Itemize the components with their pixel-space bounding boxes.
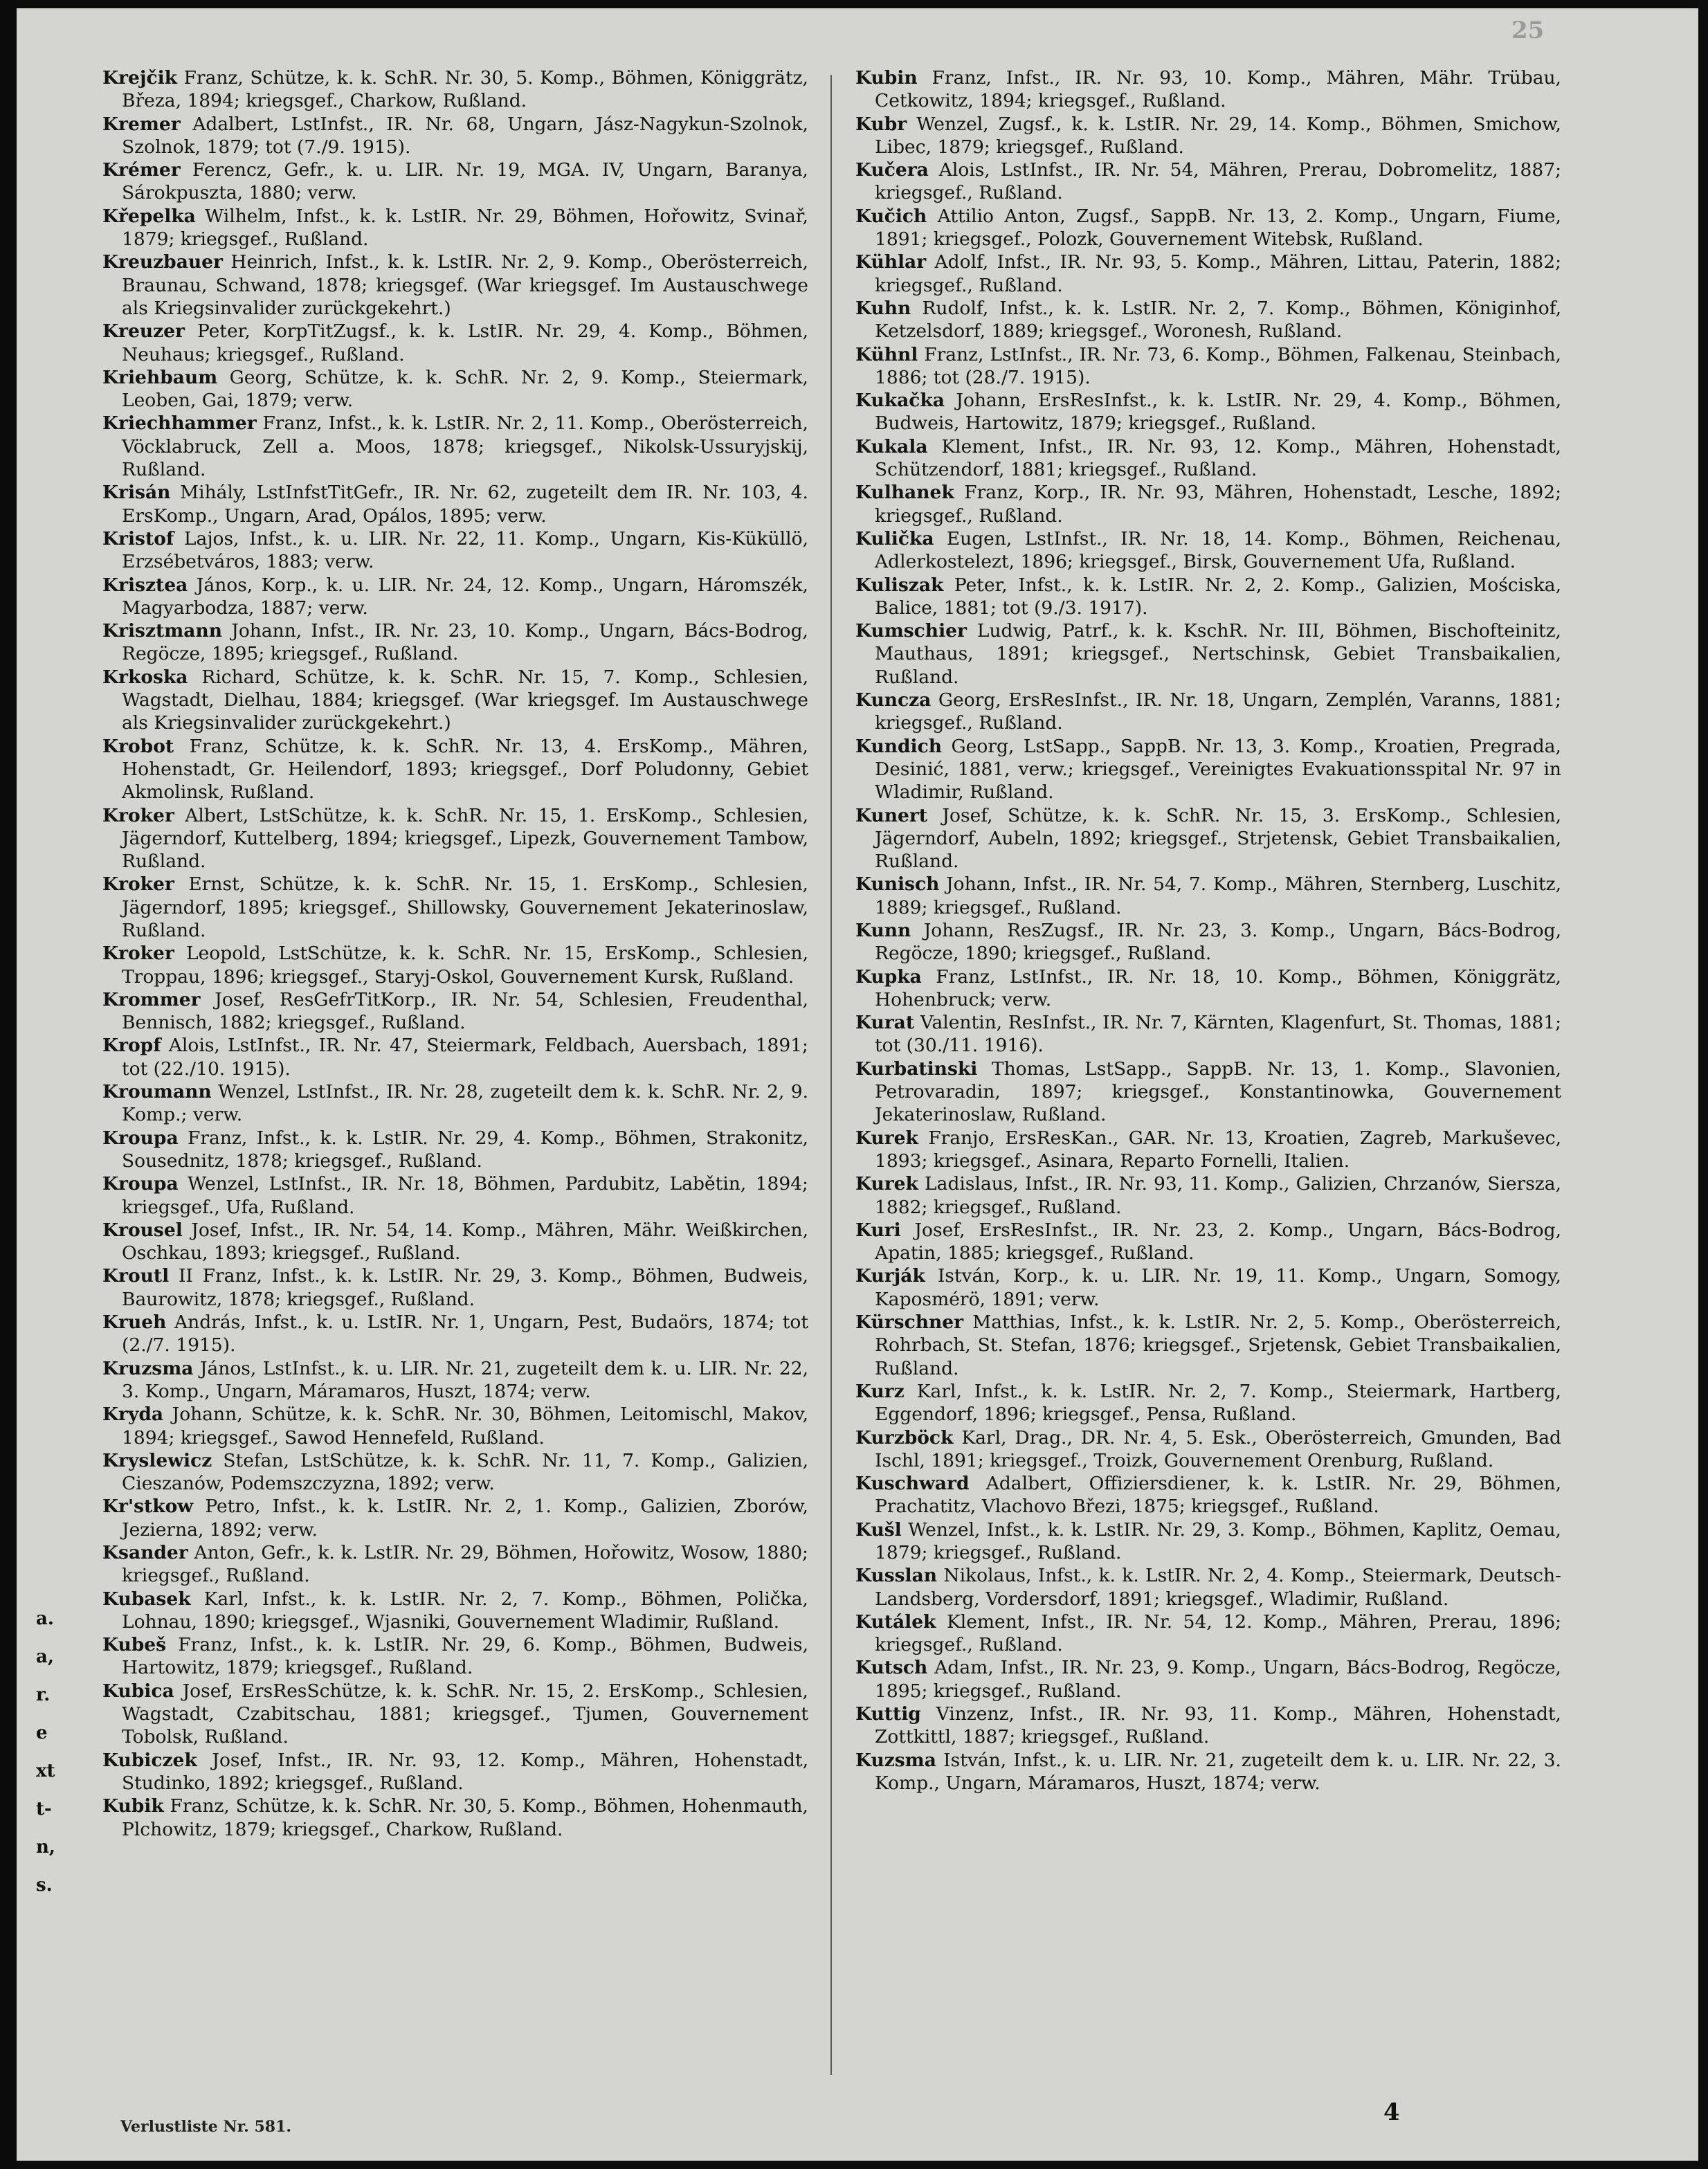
entry-details: Richard, Schütze, k. k. SchR. Nr. 15, 7. Komp., Schlesien, Wagstadt, Dielhau, 1884; kriegsgef. (War kriegsgef. Im Austauschwege als Kriegsinvalider zurückgekehrt.) (122, 666, 808, 734)
list-entry (855, 389, 1561, 435)
entry-surname: Kunisch (855, 873, 940, 896)
entry-surname: Krisztmann (102, 620, 223, 642)
list-entry (855, 619, 1561, 689)
entry-surname: Kutsch (855, 1657, 928, 1679)
entry-surname: Kroker (102, 943, 174, 965)
entry-surname: Krueh (102, 1312, 167, 1334)
entry-surname: Kurbatinski (855, 1058, 978, 1080)
entry-details: István, Infst., k. u. LIR. Nr. 21, zugeteilt dem k. u. LIR. Nr. 22, 3. Komp., Ungarn, Máramaros, Huszt, 1874; verw. (875, 1749, 1561, 1794)
entry-surname: Kuncza (855, 689, 932, 711)
margin-mark: e (36, 1723, 48, 1743)
entry-details: András, Infst., k. u. LstIR. Nr. 1, Ungarn, Pest, Budaörs, 1874; tot (2./7. 1915). (122, 1312, 808, 1356)
entry-details: Nikolaus, Infst., k. k. LstIR. Nr. 2, 4. Komp., Steiermark, Deutsch-Landsberg, Vordersdorf, 1891; kriegsgef., Wladimir, Rußland. (875, 1565, 1561, 1610)
margin-mark: a, (36, 1646, 54, 1667)
list-entry (855, 1656, 1561, 1703)
entry-surname: Kühlar (855, 251, 927, 273)
entry-details: Ladislaus, Infst., IR. Nr. 93, 11. Komp., Galizien, Chrzanów, Siersza, 1882; kriegsgef., Rußland. (875, 1173, 1561, 1218)
list-entry (855, 251, 1561, 297)
entry-details: János, LstInfst., k. u. LIR. Nr. 21, zugeteilt dem k. u. LIR. Nr. 22, 3. Komp., Ungarn, Máramaros, Huszt, 1874; verw. (122, 1357, 808, 1402)
entry-surname: Kroutl (102, 1265, 170, 1287)
entry-details: Johann, Schütze, k. k. SchR. Nr. 30, Böhmen, Leitomischl, Makov, 1894; kriegsgef., Sawod Hennefeld, Rußland. (122, 1404, 808, 1449)
entry-surname: Kühnl (855, 343, 918, 365)
list-entry (102, 1403, 808, 1449)
list-entry (855, 66, 1561, 113)
list-entry (855, 481, 1561, 527)
list-entry (102, 412, 808, 481)
entry-details: Heinrich, Infst., k. k. LstIR. Nr. 2, 9. Komp., Oberösterreich, Braunau, Schwand, 1878; kriegsgef. (War kriegsgef. Im Austauschwege als Kriegsinvalider zurückgekehrt.) (122, 251, 808, 319)
entry-details: Alois, LstInfst., IR. Nr. 47, Steiermark, Feldbach, Auersbach, 1891; tot (22./10. 1915). (122, 1035, 808, 1080)
entry-details: Vinzenz, Infst., IR. Nr. 93, 11. Komp., Mähren, Hohenstadt, Zottkittl, 1887; kriegsgef., Rußland. (875, 1703, 1561, 1748)
entry-details: II Franz, Infst., k. k. LstIR. Nr. 29, 3. Komp., Böhmen, Budweis, Baurowitz, 1878; kriegsgef., Rußland. (122, 1265, 808, 1310)
list-entry (102, 1680, 808, 1749)
entry-details: Matthias, Infst., k. k. LstIR. Nr. 2, 5. Komp., Oberösterreich, Rohrbach, St. Stefan, 1876; kriegsgef., Srjetensk, Gebiet Transbaikalien, Rußland. (875, 1312, 1561, 1379)
list-entry (102, 1795, 808, 1841)
entry-surname: Kubin (855, 67, 918, 89)
entry-surname: Kroupa (102, 1173, 179, 1195)
entry-details: Franz, Korp., IR. Nr. 93, Mähren, Hohenstadt, Lesche, 1892; kriegsgef., Rußland. (875, 482, 1561, 527)
footer-publication: Verlustliste Nr. 581. (120, 2118, 292, 2136)
entry-surname: Krousel (102, 1219, 183, 1241)
entry-details: Wenzel, LstInfst., IR. Nr. 18, Böhmen, Pardubitz, Labětin, 1894; kriegsgef., Ufa, Rußland. (122, 1173, 808, 1218)
list-entry (102, 804, 808, 873)
list-entry (102, 735, 808, 804)
entry-details: Johann, ResZugsf., IR. Nr. 23, 3. Komp., Ungarn, Bács-Bodrog, Regöcze, 1890; kriegsgef., Rußland. (875, 919, 1561, 965)
entry-surname: Kuschward (855, 1473, 970, 1495)
entry-surname: Kubiczek (102, 1749, 197, 1771)
entry-surname: Kušl (855, 1518, 902, 1541)
entry-surname: Kubica (102, 1680, 174, 1702)
entry-details: Johann, Infst., IR. Nr. 54, 7. Komp., Mähren, Sternberg, Luschitz, 1889; kriegsgef., Rußland. (875, 873, 1561, 918)
entry-surname: Kurek (855, 1127, 918, 1149)
list-entry (102, 481, 808, 527)
entry-details: Josef, ResGefrTitKorp., IR. Nr. 54, Schlesien, Freudenthal, Bennisch, 1882; kriegsgef., Rußland. (122, 988, 808, 1034)
entry-details: Georg, LstSapp., SappB. Nr. 13, 3. Komp., Kroatien, Pregrada, Desinić, 1881, verw.; kriegsgef., Vereinigtes Evakuationsspital Nr. 97 in Wladimir, Rußland. (875, 735, 1561, 804)
entry-surname: Kurek (855, 1173, 918, 1195)
entry-details: Josef, Infst., IR. Nr. 54, 14. Komp., Mähren, Mähr. Weißkirchen, Oschkau, 1893; kriegsgef., Rußland. (122, 1219, 808, 1264)
entry-surname: Kubr (855, 113, 907, 135)
list-entry (855, 527, 1561, 574)
entry-surname: Kurják (855, 1265, 925, 1287)
entry-details: Adolf, Infst., IR. Nr. 93, 5. Komp., Mähren, Littau, Paterin, 1882; kriegsgef., Rußland. (875, 251, 1561, 296)
page-number: 25 (1511, 17, 1545, 44)
entry-details: Mihály, LstInfstTitGefr., IR. Nr. 62, zugeteilt dem IR. Nr. 103, 4. ErsKomp., Ungarn, Arad, Opálos, 1895; verw. (122, 482, 808, 527)
list-entry (102, 1449, 808, 1496)
left-column (102, 66, 808, 1841)
entry-details: Peter, KorpTitZugsf., k. k. LstIR. Nr. 29, 4. Komp., Böhmen, Neuhaus; kriegsgef., Rußland. (122, 320, 808, 365)
entry-surname: Kryda (102, 1404, 164, 1426)
column-divider (830, 75, 832, 2075)
list-entry (102, 1495, 808, 1541)
entry-surname: Kuri (855, 1219, 901, 1241)
list-entry (102, 1357, 808, 1404)
entry-details: Lajos, Infst., k. u. LIR. Nr. 22, 11. Komp., Ungarn, Kis-Küküllö, Erzsébetváros, 1883; verw. (122, 527, 808, 573)
list-entry (102, 1633, 808, 1680)
entry-details: Franz, Infst., IR. Nr. 93, 10. Komp., Mähren, Mähr. Trübau, Cetkowitz, 1894; kriegsgef., Rußland. (875, 67, 1561, 112)
entry-details: Georg, ErsResInfst., IR. Nr. 18, Ungarn, Zemplén, Varanns, 1881; kriegsgef., Rußland. (875, 689, 1561, 734)
entry-surname: Kroker (102, 804, 174, 826)
list-entry (855, 158, 1561, 205)
list-entry (855, 1011, 1561, 1058)
entry-details: Georg, Schütze, k. k. SchR. Nr. 2, 9. Komp., Steiermark, Leoben, Gai, 1879; verw. (122, 366, 808, 412)
entry-details: Franz, Infst., k. k. LstIR. Nr. 29, 6. Komp., Böhmen, Budweis, Hartowitz, 1879; kriegsgef., Rußland. (122, 1634, 808, 1679)
list-entry (855, 873, 1561, 919)
entry-details: Leopold, LstSchütze, k. k. SchR. Nr. 15, ErsKomp., Schlesien, Troppau, 1896; kriegsgef., Staryj-Oskol, Gouvernement Kursk, Rußland. (122, 943, 808, 988)
entry-details: Adalbert, Offiziersdiener, k. k. LstIR. Nr. 29, Böhmen, Prachatitz, Vlachovo Březi, 1875; kriegsgef., Rußland. (875, 1473, 1561, 1518)
list-entry (102, 1034, 808, 1080)
entry-surname: Kropf (102, 1035, 161, 1057)
entry-details: Josef, ErsResInfst., IR. Nr. 23, 2. Komp., Ungarn, Bács-Bodrog, Apatin, 1885; kriegsgef., Rußland. (875, 1219, 1561, 1264)
entry-surname: Kutálek (855, 1610, 936, 1633)
entry-details: János, Korp., k. u. LIR. Nr. 24, 12. Komp., Ungarn, Háromszék, Magyarbodza, 1887; verw. (122, 574, 808, 619)
list-entry (855, 1518, 1561, 1565)
list-entry (102, 1749, 808, 1795)
entry-details: Josef, Schütze, k. k. SchR. Nr. 15, 3. ErsKomp., Schlesien, Jägerndorf, Aubeln, 1892; kriegsgef., Strjetensk, Gebiet Transbaikalien, Rußland. (875, 804, 1561, 873)
entry-details: Alois, LstInfst., IR. Nr. 54, Mähren, Prerau, Dobromelitz, 1887; kriegsgef., Rußland. (875, 159, 1561, 204)
list-entry (855, 1127, 1561, 1173)
list-entry (102, 1541, 808, 1588)
list-entry (855, 1311, 1561, 1380)
entry-surname: Kroumann (102, 1081, 212, 1103)
entry-details: Petro, Infst., k. k. LstIR. Nr. 2, 1. Komp., Galizien, Zborów, Jezierna, 1892; verw. (122, 1496, 808, 1541)
list-entry (855, 804, 1561, 873)
entry-surname: Kurz (855, 1380, 905, 1402)
entry-surname: Kulhanek (855, 482, 954, 504)
entry-details: Stefan, LstSchütze, k. k. SchR. Nr. 11, 7. Komp., Galizien, Cieszanów, Podemszczyzna, 1892; verw. (122, 1449, 808, 1495)
list-entry (102, 574, 808, 620)
list-entry (855, 113, 1561, 159)
entry-surname: Kusslan (855, 1565, 938, 1587)
list-entry (102, 1172, 808, 1219)
entry-surname: Kroker (102, 873, 174, 896)
entry-details: Klement, Infst., IR. Nr. 93, 12. Komp., Mähren, Hohenstadt, Schützendorf, 1881; kriegsgef., Rußland. (875, 435, 1561, 481)
list-entry (855, 1472, 1561, 1518)
entry-details: Anton, Gefr., k. k. LstIR. Nr. 29, Böhmen, Hořowitz, Wosow, 1880; kriegsgef., Rußland. (122, 1542, 808, 1587)
entry-details: Franz, Infst., k. k. LstIR. Nr. 29, 4. Komp., Böhmen, Strakonitz, Sousednitz, 1878; kriegsgef., Rußland. (122, 1127, 808, 1172)
entry-details: Valentin, ResInfst., IR. Nr. 7, Kärnten, Klagenfurt, St. Thomas, 1881; tot (30./11. 1916). (875, 1012, 1561, 1057)
entry-details: Rudolf, Infst., k. k. LstIR. Nr. 2, 7. Komp., Böhmen, Königinhof, Ketzelsdorf, 1889; kriegsgef., Woronesh, Rußland. (875, 297, 1561, 343)
margin-mark: n, (36, 1837, 55, 1858)
entry-surname: Kremer (102, 113, 181, 135)
entry-surname: Krejčik (102, 67, 178, 89)
entry-details: Josef, Infst., IR. Nr. 93, 12. Komp., Mähren, Hohenstadt, Studinko, 1892; kriegsgef., Rußland. (122, 1749, 808, 1794)
entry-details: Adalbert, LstInfst., IR. Nr. 68, Ungarn, Jász-Nagykun-Szolnok, Szolnok, 1879; tot (7./9. 1915). (122, 113, 808, 158)
list-entry (102, 1080, 808, 1127)
entry-surname: Ksander (102, 1542, 188, 1563)
entry-details: Albert, LstSchütze, k. k. SchR. Nr. 15, 1. ErsKomp., Schlesien, Jägerndorf, Kuttelberg, 1894; kriegsgef., Lipezk, Gouvernement Tambow, Rußland. (122, 804, 808, 873)
list-entry (102, 205, 808, 251)
entry-surname: Kroupa (102, 1127, 179, 1149)
entry-details: Wilhelm, Infst., k. k. LstIR. Nr. 29, Böhmen, Hořowitz, Svinař, 1879; kriegsgef., Rußland. (122, 205, 808, 251)
entry-surname: Kürschner (855, 1312, 964, 1334)
entry-surname: Kreuzbauer (102, 251, 223, 273)
list-entry (855, 1219, 1561, 1265)
list-entry (102, 942, 808, 988)
list-entry (855, 1172, 1561, 1219)
entry-surname: Kubasek (102, 1588, 191, 1610)
entry-details: Peter, Infst., k. k. LstIR. Nr. 2, 2. Komp., Galizien, Mościska, Balice, 1881; tot (9./3. 1917). (875, 574, 1561, 619)
entry-surname: Kurzböck (855, 1426, 954, 1449)
entry-surname: Krisán (102, 482, 171, 504)
list-entry (855, 735, 1561, 804)
entry-surname: Kurat (855, 1012, 915, 1034)
list-entry (102, 158, 808, 205)
entry-surname: Kunert (855, 804, 928, 826)
list-entry (102, 1588, 808, 1634)
list-entry (855, 919, 1561, 965)
entry-surname: Kulička (855, 527, 934, 550)
list-entry (102, 666, 808, 735)
entry-surname: Kristof (102, 527, 174, 550)
margin-mark: s. (36, 1875, 53, 1896)
entry-details: Klement, Infst., IR. Nr. 54, 12. Komp., Mähren, Prerau, 1896; kriegsgef., Rußland. (875, 1610, 1561, 1656)
entry-details: Attilio Anton, Zugsf., SappB. Nr. 13, 2. Komp., Ungarn, Fiume, 1891; kriegsgef., Polozk, Gouvernement Witebsk, Rußland. (875, 205, 1561, 251)
entry-details: Franz, Infst., k. k. LstIR. Nr. 2, 11. Komp., Oberösterreich, Vöcklabruck, Zell a. Moos, 1878; kriegsgef., Nikolsk-Ussuryjskij, Rußland. (122, 412, 808, 481)
list-entry (102, 873, 808, 942)
margin-mark: t- (36, 1799, 52, 1819)
margin-marks (36, 1600, 55, 1905)
entry-details: Ferencz, Gefr., k. u. LIR. Nr. 19, MGA. IV, Ungarn, Baranya, Sárokpuszta, 1880; verw. (122, 159, 808, 204)
entry-surname: Kriechhammer (102, 412, 257, 435)
entry-details: Ernst, Schütze, k. k. SchR. Nr. 15, 1. ErsKomp., Schlesien, Jägerndorf, 1895; kriegsgef., Shillowsky, Gouvernement Jekaterinoslaw, Rußland. (122, 873, 808, 941)
entry-details: Wenzel, LstInfst., IR. Nr. 28, zugeteilt dem k. k. SchR. Nr. 2, 9. Komp.; verw. (122, 1081, 808, 1126)
list-entry (102, 527, 808, 574)
entry-surname: Kruzsma (102, 1357, 194, 1379)
entry-details: Franz, LstInfst., IR. Nr. 73, 6. Komp., Böhmen, Falkenau, Steinbach, 1886; tot (28./7. 1915). (875, 343, 1561, 388)
list-entry (855, 1380, 1561, 1426)
document-page (17, 8, 1698, 2161)
entry-details: Wenzel, Zugsf., k. k. LstIR. Nr. 29, 14. Komp., Böhmen, Smichow, Libec, 1879; kriegsgef., Rußland. (875, 113, 1561, 158)
entry-surname: Kriehbaum (102, 366, 218, 388)
right-column (855, 66, 1561, 1795)
list-entry (102, 1311, 808, 1357)
entry-details: Franz, Schütze, k. k. SchR. Nr. 30, 5. Komp., Böhmen, Königgrätz, Březa, 1894; kriegsgef., Charkow, Rußland. (122, 67, 808, 112)
entry-details: Karl, Drag., DR. Nr. 4, 5. Esk., Oberösterreich, Gmunden, Bad Ischl, 1891; kriegsgef., Troizk, Gouvernement Orenburg, Rußland. (875, 1426, 1561, 1471)
entry-surname: Kumschier (855, 620, 967, 642)
list-entry (102, 113, 808, 159)
entry-surname: Kuttig (855, 1703, 921, 1725)
footer-signature-mark: 4 (1383, 2098, 1400, 2126)
entry-details: Josef, ErsResSchütze, k. k. SchR. Nr. 15, 2. ErsKomp., Schlesien, Wagstadt, Czabitschau, 1881; kriegsgef., Tjumen, Gouvernement Tobolsk, Rußland. (122, 1680, 808, 1748)
list-entry (102, 1264, 808, 1311)
list-entry (855, 965, 1561, 1012)
entry-surname: Kučera (855, 159, 929, 181)
entry-surname: Kryslewicz (102, 1449, 212, 1471)
entry-details: Wenzel, Infst., k. k. LstIR. Nr. 29, 3. Komp., Böhmen, Kaplitz, Oemau, 1879; kriegsgef., Rußland. (875, 1518, 1561, 1563)
margin-mark: r. (36, 1685, 51, 1705)
entry-surname: Kr'stkow (102, 1496, 194, 1518)
entry-details: Johann, Infst., IR. Nr. 23, 10. Komp., Ungarn, Bács-Bodrog, Regöcze, 1895; kriegsgef., Rußland. (122, 620, 808, 665)
margin-mark: xt (36, 1761, 55, 1781)
entry-surname: Kuhn (855, 297, 911, 319)
entry-details: Thomas, LstSapp., SappB. Nr. 13, 1. Komp., Slavonien, Petrovaradin, 1897; kriegsgef., Konstantinowka, Gouvernement Jekaterinoslaw, Rußland. (875, 1058, 1561, 1126)
list-entry (855, 1749, 1561, 1795)
entry-details: Johann, ErsResInfst., k. k. LstIR. Nr. 29, 4. Komp., Böhmen, Budweis, Hartowitz, 1879; kriegsgef., Rußland. (875, 390, 1561, 435)
entry-surname: Krobot (102, 735, 174, 757)
entry-surname: Kunn (855, 919, 911, 941)
list-entry (855, 343, 1561, 390)
entry-surname: Kuliszak (855, 574, 944, 596)
scan-left-edge (0, 0, 17, 2169)
list-entry (855, 1058, 1561, 1127)
entry-surname: Kubeš (102, 1634, 167, 1656)
list-entry (855, 1610, 1561, 1657)
list-entry (855, 574, 1561, 620)
margin-mark: a. (36, 1608, 54, 1629)
list-entry (855, 1426, 1561, 1473)
list-entry (855, 1703, 1561, 1749)
list-entry (102, 320, 808, 366)
entry-details: Franz, LstInfst., IR. Nr. 18, 10. Komp., Böhmen, Königgrätz, Hohenbruck; verw. (875, 965, 1561, 1010)
entry-surname: Kundich (855, 735, 942, 757)
entry-details: Eugen, LstInfst., IR. Nr. 18, 14. Komp., Böhmen, Reichenau, Adlerkostelezt, 1896; kriegsgef., Birsk, Gouvernement Ufa, Rußland. (875, 527, 1561, 573)
entry-details: Franjo, ErsResKan., GAR. Nr. 13, Kroatien, Zagreb, Markuševec, 1893; kriegsgef., Asinara, Reparto Fornelli, Italien. (875, 1127, 1561, 1172)
entry-details: Franz, Schütze, k. k. SchR. Nr. 30, 5. Komp., Böhmen, Hohenmauth, Plchowitz, 1879; kriegsgef., Charkow, Rußland. (122, 1795, 808, 1840)
entry-surname: Krémer (102, 159, 181, 181)
list-entry (855, 689, 1561, 735)
entry-surname: Kučich (855, 205, 927, 227)
entry-details: Ludwig, Patrf., k. k. KschR. Nr. III, Böhmen, Bischofteinitz, Mauthaus, 1891; kriegsgef., Nertschinsk, Gebiet Transbaikalien, Rußland. (875, 620, 1561, 688)
list-entry (102, 366, 808, 412)
entry-surname: Křepelka (102, 205, 196, 227)
entry-details: Adam, Infst., IR. Nr. 23, 9. Komp., Ungarn, Bács-Bodrog, Regöcze, 1895; kriegsgef., Rußland. (875, 1657, 1561, 1702)
entry-surname: Krommer (102, 988, 201, 1010)
list-entry (102, 1127, 808, 1173)
entry-surname: Kubik (102, 1795, 164, 1817)
entry-surname: Krisztea (102, 574, 188, 596)
entry-surname: Kuzsma (855, 1749, 936, 1771)
list-entry (855, 1264, 1561, 1311)
list-entry (855, 1564, 1561, 1610)
entry-surname: Kreuzer (102, 320, 185, 343)
list-entry (102, 251, 808, 320)
list-entry (855, 435, 1561, 482)
list-entry (102, 66, 808, 113)
entry-details: István, Korp., k. u. LIR. Nr. 19, 11. Komp., Ungarn, Somogy, Kaposmérö, 1891; verw. (875, 1265, 1561, 1310)
entry-details: Franz, Schütze, k. k. SchR. Nr. 13, 4. ErsKomp., Mähren, Hohenstadt, Gr. Heilendorf, 1893; kriegsgef., Dorf Poludonny, Gebiet Akmolinsk, Rußland. (122, 735, 808, 804)
list-entry (855, 205, 1561, 251)
list-entry (102, 1219, 808, 1265)
entry-surname: Kukala (855, 435, 928, 457)
entry-surname: Kukačka (855, 390, 945, 412)
entry-details: Karl, Infst., k. k. LstIR. Nr. 2, 7. Komp., Steiermark, Hartberg, Eggendorf, 1896; kriegsgef., Pensa, Rußland. (875, 1380, 1561, 1426)
entry-details: Karl, Infst., k. k. LstIR. Nr. 2, 7. Komp., Böhmen, Polička, Lohnau, 1890; kriegsgef., Wjasniki, Gouvernement Wladimir, Rußland. (122, 1588, 808, 1633)
list-entry (102, 619, 808, 666)
entry-surname: Krkoska (102, 666, 188, 688)
list-entry (102, 988, 808, 1035)
list-entry (855, 297, 1561, 343)
entry-surname: Kupka (855, 965, 922, 988)
